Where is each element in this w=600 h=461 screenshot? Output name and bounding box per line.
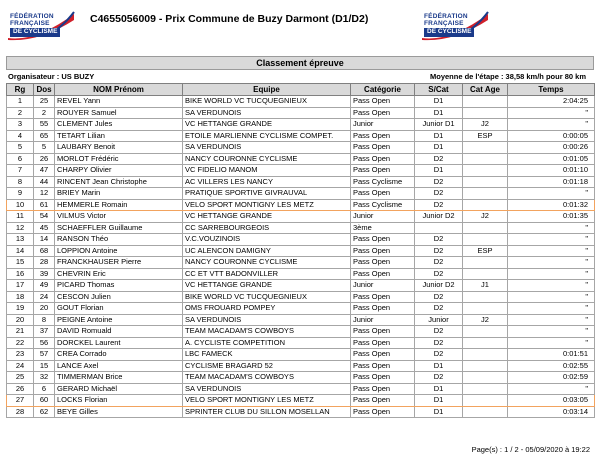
cell-scat: D2	[415, 199, 463, 211]
cell-scat: D2	[415, 188, 463, 200]
cell-categorie: Pass Open	[351, 360, 415, 372]
cell-dos: 54	[34, 211, 55, 223]
cell-nom: FRANCKHAUSER Pierre	[55, 257, 183, 269]
table-row	[7, 245, 595, 257]
cell-categorie: Pass Open	[351, 372, 415, 384]
cell-catage	[463, 337, 508, 349]
cell-rg: 24	[7, 360, 34, 372]
cell-nom: SCHAEFFLER Guillaume	[55, 222, 183, 234]
cell-scat: D2	[415, 245, 463, 257]
cell-scat: D2	[415, 268, 463, 280]
cell-scat: D2	[415, 372, 463, 384]
cell-scat: Junior D2	[415, 211, 463, 223]
cell-equipe: CYCLISME BRAGARD 52	[183, 360, 351, 372]
ffc-logo-left	[6, 8, 76, 42]
cell-nom: GERARD Michaël	[55, 383, 183, 395]
cell-nom: TETART Lilian	[55, 130, 183, 142]
organizer: Organisateur : US BUZY	[8, 72, 95, 81]
cell-equipe: VELO SPORT MONTIGNY LES METZ	[183, 199, 351, 211]
cell-temps: 0:01:18	[508, 176, 595, 188]
cell-equipe: PRATIQUE SPORTIVE GIVRAUVAL	[183, 188, 351, 200]
cell-categorie: Pass Open	[351, 257, 415, 269]
cell-categorie: Junior	[351, 280, 415, 292]
cell-rg: 26	[7, 383, 34, 395]
cell-nom: RINCENT Jean Christophe	[55, 176, 183, 188]
cell-equipe: VC HETTANGE GRANDE	[183, 119, 351, 131]
cell-nom: DAVID Romuald	[55, 326, 183, 338]
cell-categorie: Pass Open	[351, 234, 415, 246]
cell-rg: 22	[7, 337, 34, 349]
cell-scat: Junior	[415, 314, 463, 326]
cell-scat: Junior D1	[415, 119, 463, 131]
document-title: C4655056009 - Prix Commune de Buzy Darmont (D1/D2)	[90, 13, 369, 25]
cell-temps: 0:01:10	[508, 165, 595, 177]
cell-nom: GOUT Florian	[55, 303, 183, 315]
cell-rg: 15	[7, 257, 34, 269]
page-footer: Page(s) : 1 / 2 - 05/09/2020 à 19:22	[471, 445, 590, 454]
col-header-dos: Dos	[34, 84, 55, 96]
cell-temps: "	[508, 107, 595, 119]
cell-dos: 24	[34, 291, 55, 303]
cell-temps: 0:00:26	[508, 142, 595, 154]
col-header-nom: NOM Prénom	[55, 84, 183, 96]
logo-line-3: DE CYCLISME	[424, 28, 474, 37]
cell-rg: 10	[7, 199, 34, 211]
table-row	[7, 337, 595, 349]
cell-categorie: Pass Open	[351, 130, 415, 142]
cell-scat: D1	[415, 165, 463, 177]
cell-catage	[463, 406, 508, 418]
cell-temps: "	[508, 245, 595, 257]
table-row	[7, 188, 595, 200]
col-header-categorie: Catégorie	[351, 84, 415, 96]
cell-rg: 14	[7, 245, 34, 257]
logo-line-1: FÉDÉRATION	[424, 13, 468, 20]
results-table	[6, 83, 595, 418]
cell-rg: 23	[7, 349, 34, 361]
table-row	[7, 199, 595, 211]
average-speed: Moyenne de l'étape : 38,58 km/h pour 80 km	[429, 72, 586, 81]
cell-categorie: Pass Open	[351, 337, 415, 349]
cell-catage	[463, 165, 508, 177]
cell-dos: 25	[34, 96, 55, 108]
table-row	[7, 372, 595, 384]
table-row	[7, 291, 595, 303]
table-row	[7, 130, 595, 142]
cell-rg: 16	[7, 268, 34, 280]
cell-categorie: Pass Open	[351, 395, 415, 407]
cell-dos: 47	[34, 165, 55, 177]
ffc-logo-right	[420, 8, 490, 42]
cell-temps: "	[508, 291, 595, 303]
cell-rg: 27	[7, 395, 34, 407]
cell-categorie: Pass Open	[351, 245, 415, 257]
logo-line-1: FÉDÉRATION	[10, 13, 54, 20]
cell-catage	[463, 188, 508, 200]
cell-equipe: SA VERDUNOIS	[183, 314, 351, 326]
col-header-rg: Rg	[7, 84, 34, 96]
cell-dos: 39	[34, 268, 55, 280]
cell-rg: 6	[7, 153, 34, 165]
cell-scat: D2	[415, 176, 463, 188]
cell-nom: PICARD Thomas	[55, 280, 183, 292]
cell-rg: 2	[7, 107, 34, 119]
cell-dos: 45	[34, 222, 55, 234]
cell-rg: 7	[7, 165, 34, 177]
cell-scat: D2	[415, 291, 463, 303]
cell-catage	[463, 360, 508, 372]
cell-temps: "	[508, 119, 595, 131]
cell-scat: D1	[415, 360, 463, 372]
cell-temps: "	[508, 337, 595, 349]
cell-scat: D1	[415, 142, 463, 154]
cell-catage	[463, 199, 508, 211]
cell-nom: LAUBARY Benoit	[55, 142, 183, 154]
table-row	[7, 142, 595, 154]
table-row	[7, 222, 595, 234]
cell-scat: D2	[415, 257, 463, 269]
cell-categorie: Pass Open	[351, 303, 415, 315]
cell-categorie: Pass Open	[351, 107, 415, 119]
cell-dos: 65	[34, 130, 55, 142]
cell-temps: "	[508, 326, 595, 338]
cell-temps: 0:01:32	[508, 199, 595, 211]
cell-rg: 18	[7, 291, 34, 303]
cell-categorie: Junior	[351, 314, 415, 326]
table-row	[7, 314, 595, 326]
cell-nom: CHARPY Olivier	[55, 165, 183, 177]
cell-catage	[463, 349, 508, 361]
cell-dos: 60	[34, 395, 55, 407]
cell-equipe: SA VERDUNOIS	[183, 107, 351, 119]
cell-catage: J2	[463, 314, 508, 326]
cell-dos: 44	[34, 176, 55, 188]
cell-nom: CLEMENT Jules	[55, 119, 183, 131]
cell-scat: D2	[415, 153, 463, 165]
cell-nom: BEYE Gilles	[55, 406, 183, 418]
cell-catage	[463, 234, 508, 246]
cell-catage: ESP	[463, 130, 508, 142]
table-row	[7, 153, 595, 165]
cell-equipe: BIKE WORLD VC TUCQUEGNIEUX	[183, 291, 351, 303]
table-row	[7, 360, 595, 372]
table-row	[7, 383, 595, 395]
table-row	[7, 234, 595, 246]
cell-rg: 19	[7, 303, 34, 315]
cell-rg: 1	[7, 96, 34, 108]
cell-catage	[463, 395, 508, 407]
cell-nom: TIMMERMAN Brice	[55, 372, 183, 384]
cell-equipe: SPRINTER CLUB DU SILLON MOSELLAN	[183, 406, 351, 418]
cell-equipe: OMS FROUARD POMPEY	[183, 303, 351, 315]
cell-nom: CREA Corrado	[55, 349, 183, 361]
cell-temps: 0:01:35	[508, 211, 595, 223]
cell-equipe: ETOILE MARLIENNE CYCLISME COMPET.	[183, 130, 351, 142]
table-row	[7, 268, 595, 280]
cell-dos: 2	[34, 107, 55, 119]
cell-nom: LOPPION Antoine	[55, 245, 183, 257]
cell-categorie: Pass Open	[351, 326, 415, 338]
cell-temps: 0:02:59	[508, 372, 595, 384]
cell-equipe: V.C.VOUZINOIS	[183, 234, 351, 246]
cell-catage	[463, 96, 508, 108]
cell-nom: RANSON Théo	[55, 234, 183, 246]
cell-dos: 15	[34, 360, 55, 372]
cell-equipe: VC HETTANGE GRANDE	[183, 211, 351, 223]
cell-catage	[463, 372, 508, 384]
cell-dos: 68	[34, 245, 55, 257]
header-row	[7, 84, 595, 96]
cell-catage	[463, 107, 508, 119]
cell-catage	[463, 142, 508, 154]
cell-scat: D2	[415, 326, 463, 338]
cell-temps: 0:02:55	[508, 360, 595, 372]
cell-categorie: Junior	[351, 119, 415, 131]
cell-temps: 0:03:14	[508, 406, 595, 418]
table-row	[7, 395, 595, 407]
cell-nom: BRIEY Marin	[55, 188, 183, 200]
cell-nom: ROUYER Samuel	[55, 107, 183, 119]
cell-equipe: SA VERDUNOIS	[183, 383, 351, 395]
cell-categorie: Pass Open	[351, 406, 415, 418]
cell-temps: "	[508, 280, 595, 292]
cell-rg: 20	[7, 314, 34, 326]
cell-catage	[463, 257, 508, 269]
cell-temps: "	[508, 257, 595, 269]
cell-nom: LANCE Axel	[55, 360, 183, 372]
cell-scat: D2	[415, 303, 463, 315]
cell-catage: J2	[463, 119, 508, 131]
cell-equipe: CC SARREBOURGEOIS	[183, 222, 351, 234]
cell-equipe: TEAM MACADAM'S COWBOYS	[183, 372, 351, 384]
col-header-scat: S/Cat	[415, 84, 463, 96]
cell-dos: 28	[34, 257, 55, 269]
cell-catage	[463, 383, 508, 395]
col-header-equipe: Equipe	[183, 84, 351, 96]
cell-temps: "	[508, 268, 595, 280]
table-row	[7, 165, 595, 177]
cell-categorie: Pass Open	[351, 142, 415, 154]
table-row	[7, 349, 595, 361]
cell-categorie: Pass Cyclisme	[351, 176, 415, 188]
info-row	[6, 71, 594, 83]
cell-catage	[463, 326, 508, 338]
cell-equipe: UC ALENCON DAMIGNY	[183, 245, 351, 257]
cell-catage: J1	[463, 280, 508, 292]
cell-dos: 55	[34, 119, 55, 131]
cell-catage: ESP	[463, 245, 508, 257]
logo-line-2: FRANÇAISE	[424, 20, 464, 27]
table-row	[7, 406, 595, 418]
cell-dos: 32	[34, 372, 55, 384]
cell-temps: 0:03:05	[508, 395, 595, 407]
cell-categorie: Pass Open	[351, 165, 415, 177]
cell-equipe: LBC FAMECK	[183, 349, 351, 361]
cell-equipe: VC FIDELIO MANOM	[183, 165, 351, 177]
cell-rg: 12	[7, 222, 34, 234]
cell-dos: 57	[34, 349, 55, 361]
cell-temps: 0:01:05	[508, 153, 595, 165]
cell-categorie: Pass Open	[351, 268, 415, 280]
cell-dos: 14	[34, 234, 55, 246]
cell-scat: D1	[415, 96, 463, 108]
table-row	[7, 257, 595, 269]
cell-rg: 28	[7, 406, 34, 418]
cell-scat: D1	[415, 406, 463, 418]
cell-equipe: BIKE WORLD VC TUCQUEGNIEUX	[183, 96, 351, 108]
cell-dos: 5	[34, 142, 55, 154]
cell-categorie: Pass Open	[351, 96, 415, 108]
cell-rg: 17	[7, 280, 34, 292]
cell-categorie: Pass Open	[351, 188, 415, 200]
cell-dos: 62	[34, 406, 55, 418]
section-title: Classement épreuve	[6, 56, 594, 70]
cell-rg: 3	[7, 119, 34, 131]
cell-scat	[415, 222, 463, 234]
cell-equipe: SA VERDUNOIS	[183, 142, 351, 154]
table-row	[7, 96, 595, 108]
cell-temps: 2:04:25	[508, 96, 595, 108]
cell-categorie: Pass Cyclisme	[351, 199, 415, 211]
logo-line-2: FRANÇAISE	[10, 20, 50, 27]
cell-nom: CHEVRIN Eric	[55, 268, 183, 280]
cell-nom: DORCKEL Laurent	[55, 337, 183, 349]
cell-catage	[463, 268, 508, 280]
cell-temps: 0:00:05	[508, 130, 595, 142]
cell-scat: D2	[415, 349, 463, 361]
table-row	[7, 280, 595, 292]
cell-dos: 49	[34, 280, 55, 292]
table-row	[7, 211, 595, 223]
cell-nom: PEIGNE Antoine	[55, 314, 183, 326]
cell-equipe: NANCY COURONNE CYCLISME	[183, 153, 351, 165]
cell-categorie: Pass Open	[351, 153, 415, 165]
cell-catage	[463, 303, 508, 315]
cell-nom: VILMUS Victor	[55, 211, 183, 223]
cell-catage: J2	[463, 211, 508, 223]
cell-temps: "	[508, 383, 595, 395]
cell-scat: Junior D2	[415, 280, 463, 292]
cell-dos: 20	[34, 303, 55, 315]
table-row	[7, 303, 595, 315]
cell-catage	[463, 291, 508, 303]
table-row	[7, 119, 595, 131]
cell-scat: D2	[415, 234, 463, 246]
cell-scat: D1	[415, 383, 463, 395]
cell-scat: D1	[415, 107, 463, 119]
cell-temps: "	[508, 188, 595, 200]
cell-nom: REVEL Yann	[55, 96, 183, 108]
cell-scat: D1	[415, 130, 463, 142]
logo-line-3: DE CYCLISME	[10, 28, 60, 37]
cell-dos: 12	[34, 188, 55, 200]
cell-nom: CESCON Julien	[55, 291, 183, 303]
cell-rg: 8	[7, 176, 34, 188]
cell-dos: 56	[34, 337, 55, 349]
cell-dos: 37	[34, 326, 55, 338]
cell-dos: 6	[34, 383, 55, 395]
cell-dos: 26	[34, 153, 55, 165]
cell-equipe: TEAM MACADAM'S COWBOYS	[183, 326, 351, 338]
cell-equipe: A. CYCLISTE COMPETITION	[183, 337, 351, 349]
cell-dos: 8	[34, 314, 55, 326]
col-header-temps: Temps	[508, 84, 595, 96]
col-header-catage: Cat Age	[463, 84, 508, 96]
cell-equipe: CC ET VTT BADONVILLER	[183, 268, 351, 280]
cell-rg: 4	[7, 130, 34, 142]
cell-temps: "	[508, 234, 595, 246]
cell-categorie: Pass Open	[351, 291, 415, 303]
cell-temps: "	[508, 222, 595, 234]
cell-catage	[463, 176, 508, 188]
cell-rg: 5	[7, 142, 34, 154]
table-row	[7, 176, 595, 188]
cell-temps: "	[508, 303, 595, 315]
cell-dos: 61	[34, 199, 55, 211]
cell-scat: D2	[415, 337, 463, 349]
cell-categorie: Junior	[351, 211, 415, 223]
cell-equipe: AC VILLERS LES NANCY	[183, 176, 351, 188]
cell-equipe: VC HETTANGE GRANDE	[183, 280, 351, 292]
cell-catage	[463, 222, 508, 234]
cell-categorie: 3ème	[351, 222, 415, 234]
cell-categorie: Pass Open	[351, 349, 415, 361]
cell-catage	[463, 153, 508, 165]
cell-temps: "	[508, 314, 595, 326]
cell-nom: LOCKS Florian	[55, 395, 183, 407]
cell-rg: 11	[7, 211, 34, 223]
cell-nom: MORLOT Frédéric	[55, 153, 183, 165]
cell-rg: 25	[7, 372, 34, 384]
cell-nom: HEMMERLE Romain	[55, 199, 183, 211]
cell-equipe: NANCY COURONNE CYCLISME	[183, 257, 351, 269]
cell-categorie: Pass Open	[351, 383, 415, 395]
cell-scat: D1	[415, 395, 463, 407]
cell-rg: 9	[7, 188, 34, 200]
cell-temps: 0:01:51	[508, 349, 595, 361]
cell-equipe: VELO SPORT MONTIGNY LES METZ	[183, 395, 351, 407]
cell-rg: 13	[7, 234, 34, 246]
table-row	[7, 326, 595, 338]
cell-rg: 21	[7, 326, 34, 338]
table-row	[7, 107, 595, 119]
